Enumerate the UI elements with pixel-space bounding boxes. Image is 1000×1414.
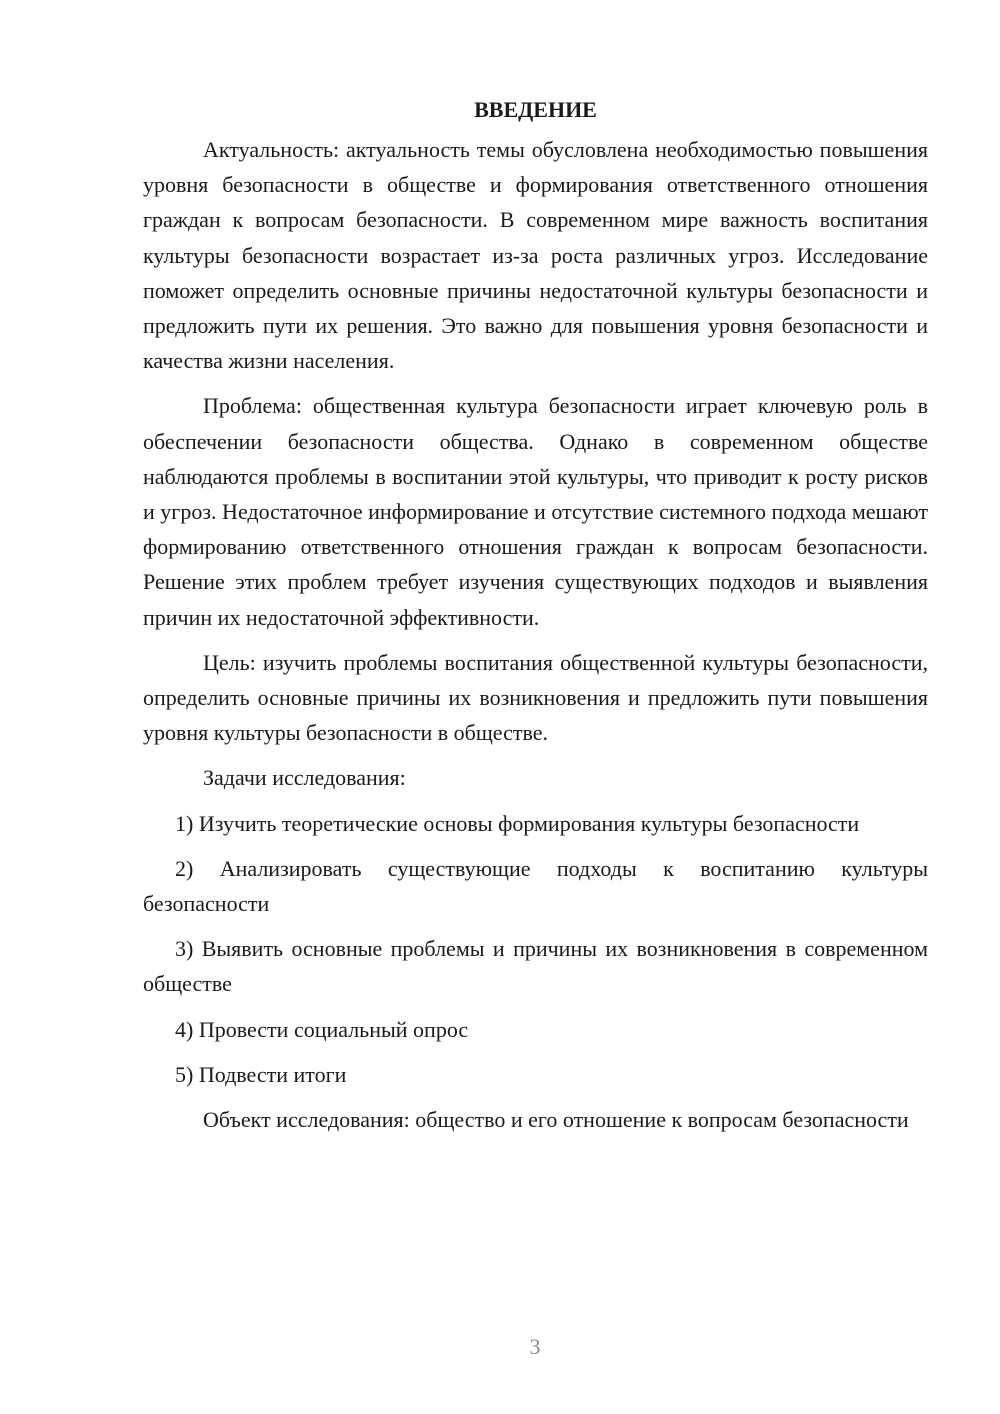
tasks-list [143,806,928,1092]
relevance-paragraph: Актуальность: актуальность темы обусловлена необходимостью повышения уровня безопасности в обществе и формирования ответственного отношения граждан к вопросам безопасности. В современном мире важность воспитания культуры безопасности возрастает из-за роста различных угроз. Исследование поможет определить основные причины недостаточной культуры безопасности и предложить пути их решения. Это важно для повышения уровня безопасности и качества жизни населения. [143,137,928,374]
object-paragraph: Объект исследования: общество и его отношение к вопросам безопасности [203,1107,909,1133]
task-item: 1) Изучить теоретические основы формирования культуры безопасности [175,810,860,836]
task-item: 4) Провести социальный опрос [175,1016,469,1042]
tasks-heading: Задачи исследования: [203,765,406,791]
document-title: ВВЕДЕНИЕ [474,97,597,122]
document-page [143,92,928,1147]
task-item: 5) Подвести итоги [175,1061,347,1087]
task-item: 2) Анализировать существующие подходы к воспитанию культуры безопасности [143,855,928,917]
problem-paragraph: Проблема: общественная культура безопасности играет ключевую роль в обеспечении безопасности общества. Однако в современном обществе наблюдаются проблемы в воспитании этой культуры, что приводит к росту рисков и угроз. Недостаточное информирование и отсутствие системного подхода мешают формированию ответственного отношения граждан к вопросам безопасности. Решение этих проблем требует изучения существующих подходов и выявления причин их недостаточной эффективности. [143,393,928,630]
goal-paragraph: Цель: изучить проблемы воспитания общественной культуры безопасности, определить основные причины их возникновения и предложить пути повышения уровня культуры безопасности в обществе. [143,649,928,746]
task-item: 3) Выявить основные проблемы и причины их возникновения в современном обществе [143,936,928,997]
page-number: 3 [529,1334,541,1359]
